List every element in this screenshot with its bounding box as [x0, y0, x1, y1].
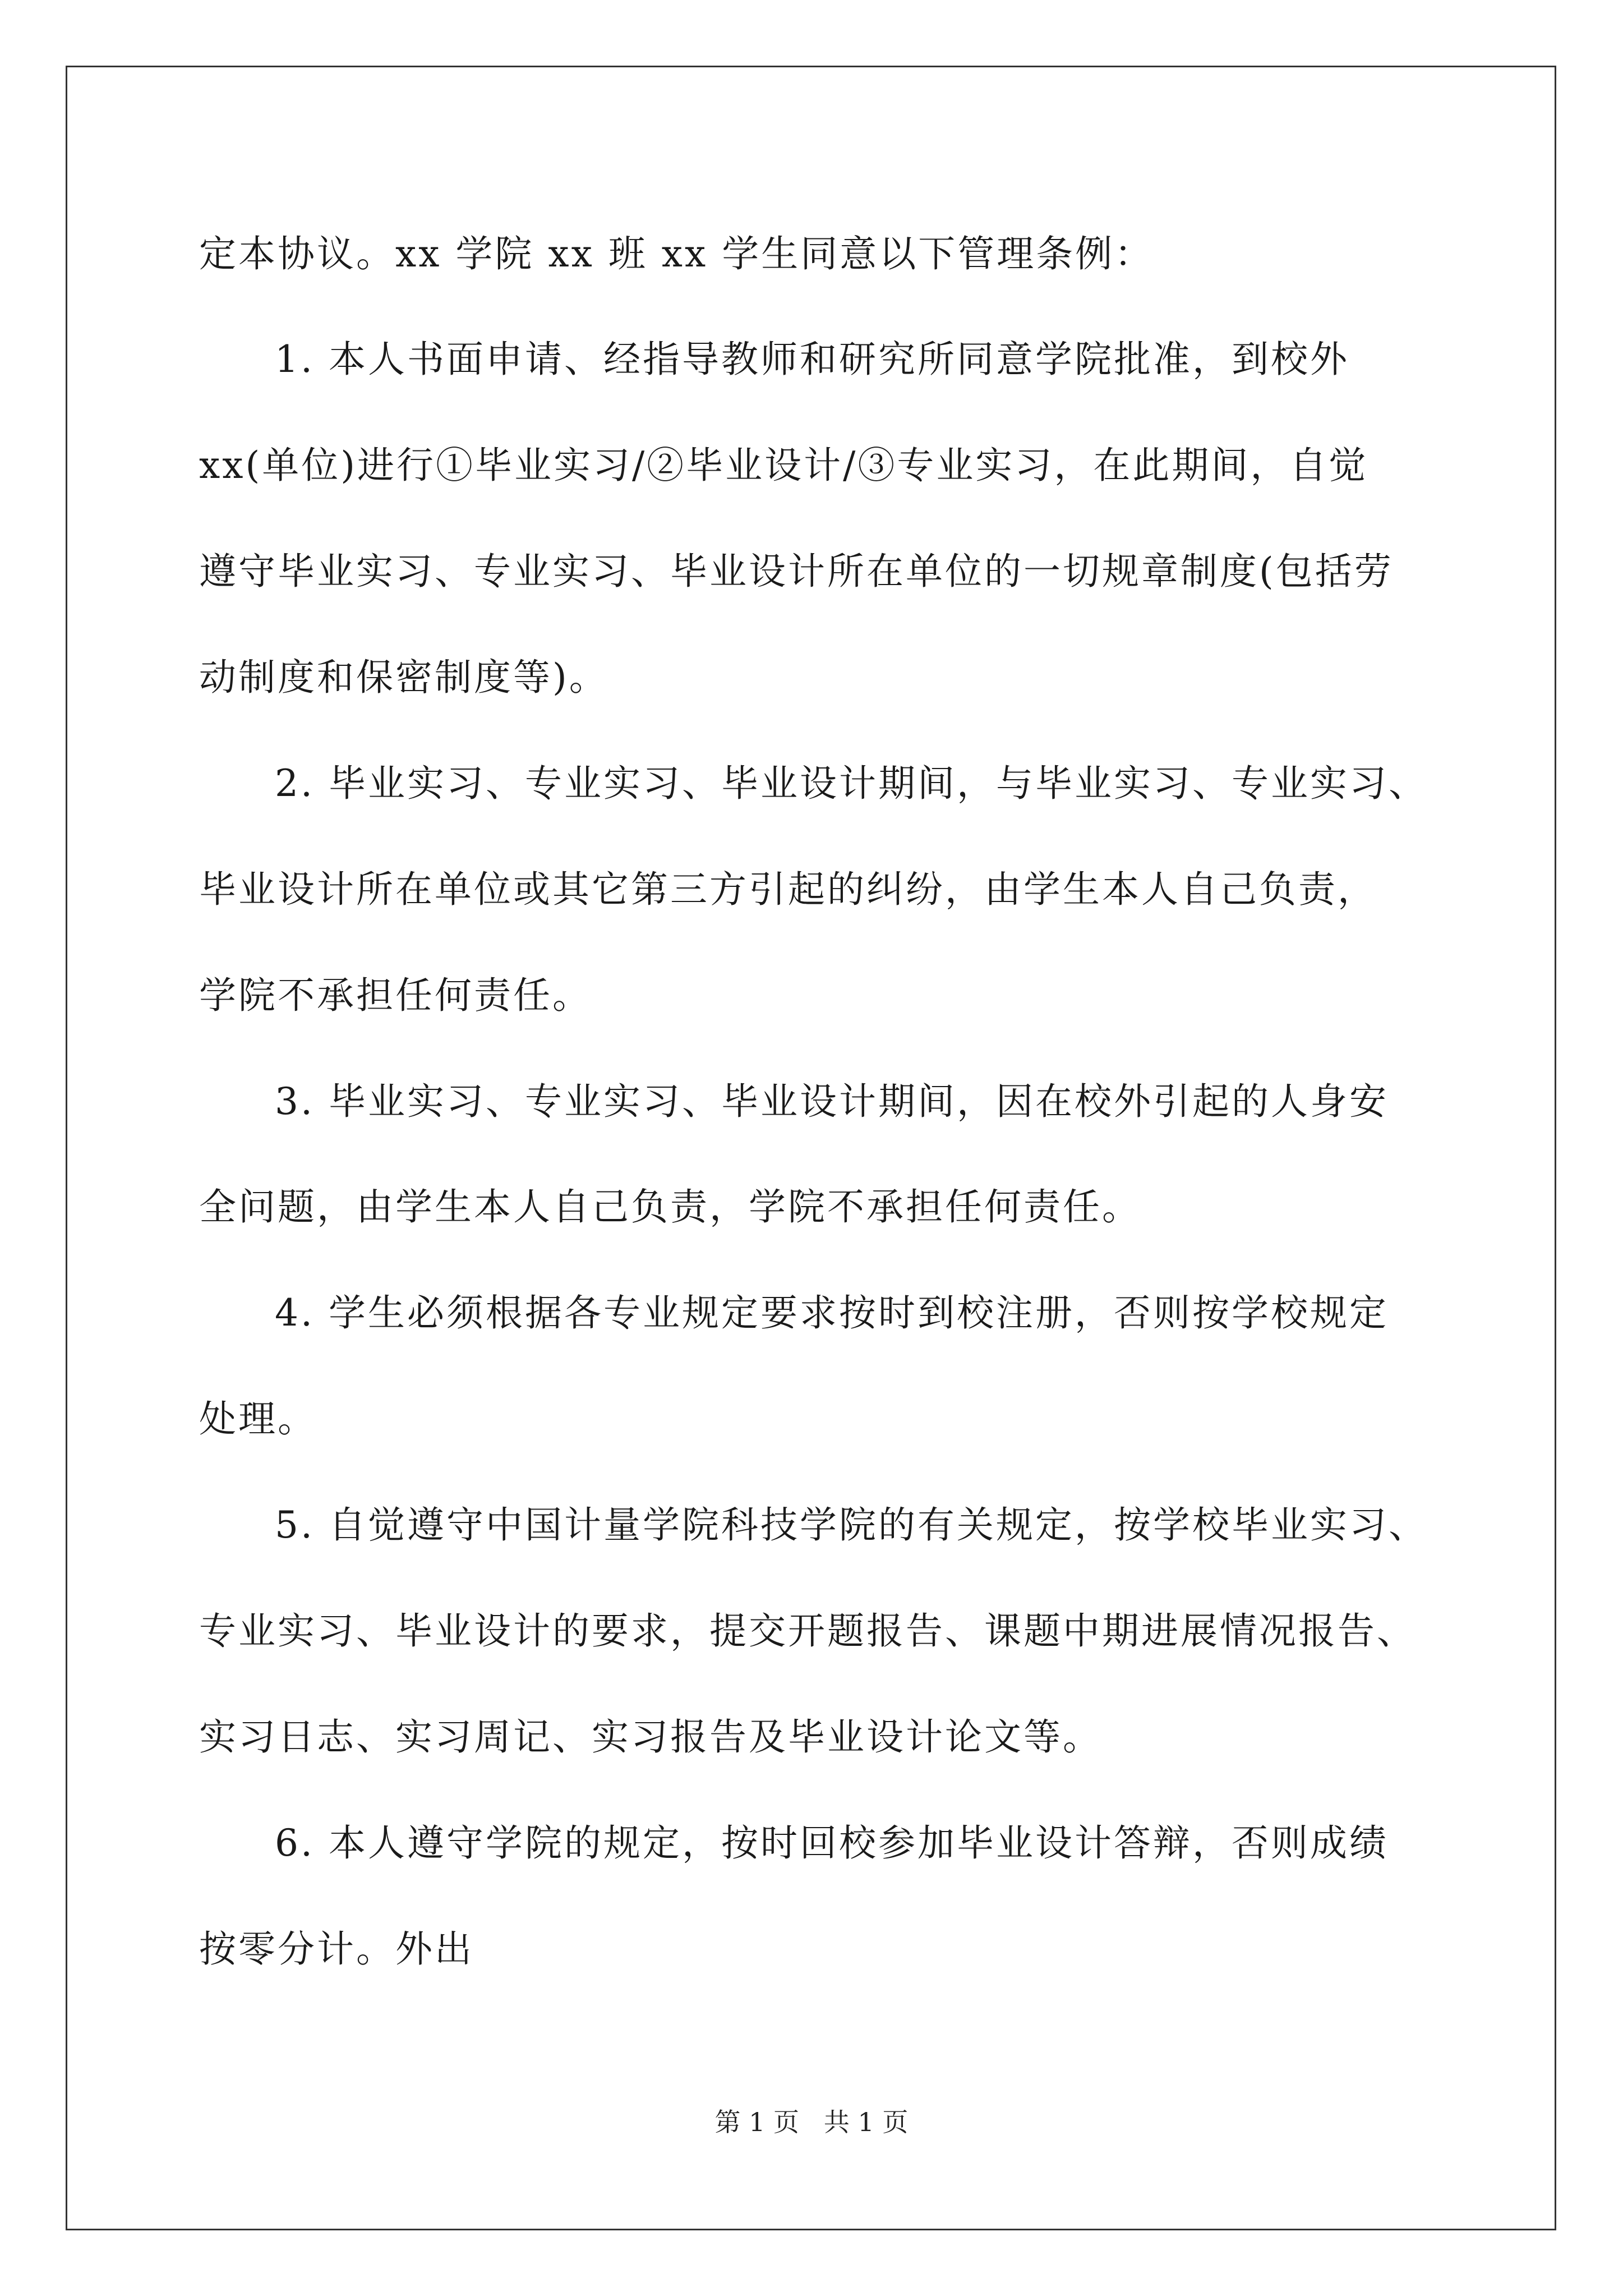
text-line: 毕业设计所在单位或其它第三方引起的纠纷，由学生本人自己负责， [199, 868, 1377, 911]
clause-5-line: 5. 自觉遵守中国计量学院科技学院的有关规定，按学校毕业实习、 [275, 1503, 1428, 1547]
text-line: 全问题，由学生本人自己负责，学院不承担任何责任。 [199, 1185, 1141, 1228]
clause-4-line: 4. 学生必须根据各专业规定要求按时到校注册，否则按学校规定 [275, 1291, 1389, 1335]
clause-2-line: 2. 毕业实习、专业实习、毕业设计期间，与毕业实习、专业实习、 [275, 762, 1428, 805]
text-line: 实习日志、实习周记、实习报告及毕业设计论文等。 [199, 1715, 1102, 1759]
text-line: xx(单位)进行①毕业实习/②毕业设计/③专业实习，在此期间，自觉 [199, 444, 1368, 487]
text-line: 定本协议。xx 学院 xx 班 xx 学生同意以下管理条例： [199, 232, 1154, 275]
clause-3-line: 3. 毕业实习、专业实习、毕业设计期间，因在校外引起的人身安 [275, 1080, 1389, 1123]
clause-6-line: 6. 本人遵守学院的规定，按时回校参加毕业设计答辩，否则成绩 [275, 1821, 1389, 1865]
text-line: 遵守毕业实习、专业实习、毕业设计所在单位的一切规章制度(包括劳 [199, 550, 1394, 593]
text-line: 按零分计。外出 [199, 1927, 474, 1971]
page-border [66, 66, 1556, 2230]
text-line: 学院不承担任何责任。 [199, 974, 592, 1017]
page-footer: 第 1 页 共 1 页 [714, 2107, 909, 2137]
text-line: 处理。 [199, 1397, 317, 1441]
clause-1-line: 1. 本人书面申请、经指导教师和研究所同意学院批准，到校外 [275, 338, 1349, 381]
text-line: 专业实习、毕业设计的要求，提交开题报告、课题中期进展情况报告、 [199, 1609, 1416, 1653]
text-line: 动制度和保密制度等)。 [199, 656, 608, 699]
